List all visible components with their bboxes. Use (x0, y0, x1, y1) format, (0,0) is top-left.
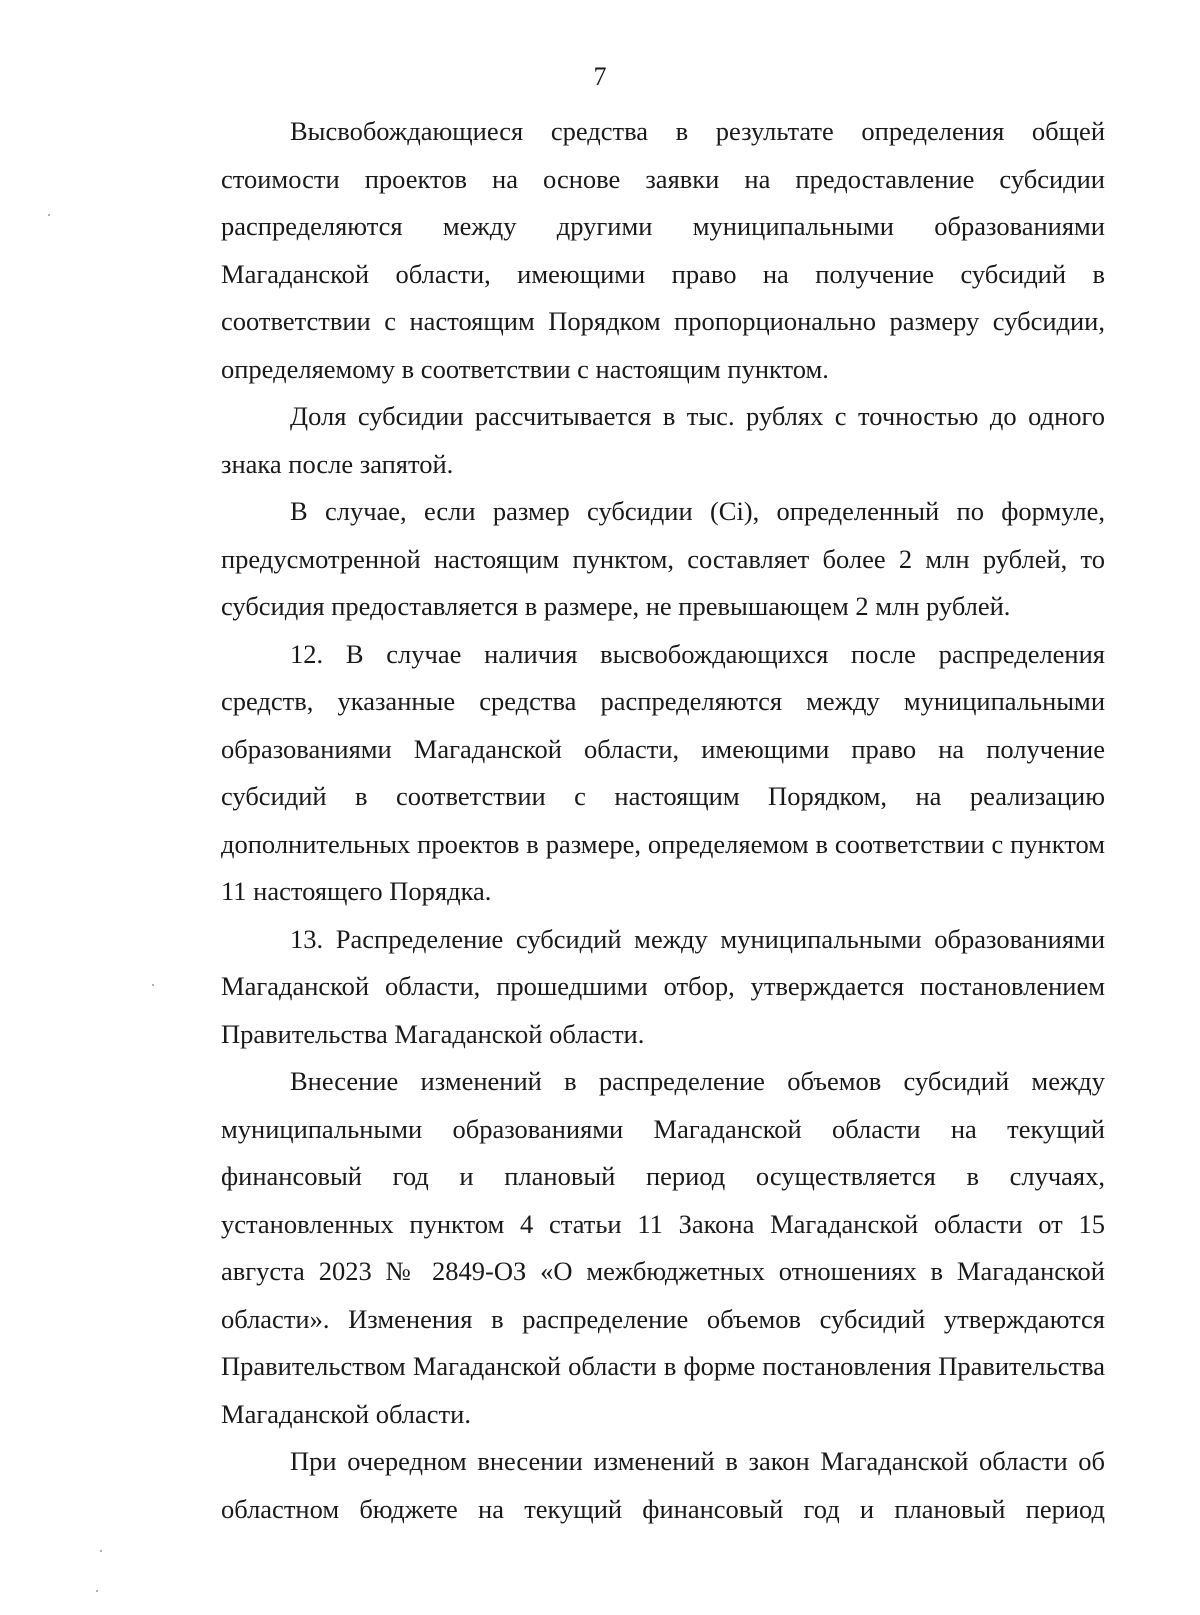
paragraph-subsidy-limit: В случае, если размер субсидии (Ci), определенный по формуле, предусмотренной настоящим пунктом, составляет более 2 млн рублей, то субсидия предоставляется в размере, не превышающем 2 млн рублей. (221, 496, 1105, 621)
scan-speck (96, 1590, 98, 1592)
paragraph-item-13: 13. Распределение субсидий между муниципальными образованиями Магаданской области, прошедшими отбор, утверждается постановлением Правительства Магаданской области. (221, 923, 1105, 1049)
document-body (221, 108, 1105, 1533)
paragraph-item-12: 12. В случае наличия высвобождающихся после распределения средств, указанные средства распределяются между муниципальными образованиями Магаданской области, имеющими право на получение субсидий в соответствии с настоящим Порядком, на реализацию дополнительных проектов в размере, определяемом в соответствии с пунктом 11 настоящего Порядка. (221, 638, 1105, 906)
scan-speck (48, 214, 50, 216)
page-number: 7 (593, 62, 607, 91)
paragraph-amendments: Внесение изменений в распределение объемов субсидий между муниципальными образованиями Магаданской области на текущий финансовый год и плановый период осуществляется в случаях, установленных пунктом 4 статьи 11 Закона Магаданской области от 15 августа 2023 № 2849-ОЗ «О межбюджетных отношениях в Магаданской области». Изменения в распределение объемов субсидий утверждаются Правительством Магаданской области в форме постановления Правительства Магаданской области. (221, 1066, 1105, 1429)
paragraph-released-funds: Высвобождающиеся средства в результате определения общей стоимости проектов на основе заявки на предоставление субсидии распределяются между другими муниципальными образованиями Магаданской области, имеющими право на получение субсидий в соответствии с настоящим Порядком пропорционально размеру субсидии, определяемому в соответствии с настоящим пунктом. (221, 116, 1105, 384)
scan-speck (100, 1550, 102, 1552)
paragraph-subsidy-share: Доля субсидии рассчитывается в тыс. рублях с точностью до одного знака после запятой. (221, 401, 1105, 479)
paragraph-budget-law: При очередном внесении изменений в закон Магаданской области об областном бюджете на текущий финансовый год и плановый период (221, 1446, 1105, 1524)
scan-speck (152, 984, 154, 986)
